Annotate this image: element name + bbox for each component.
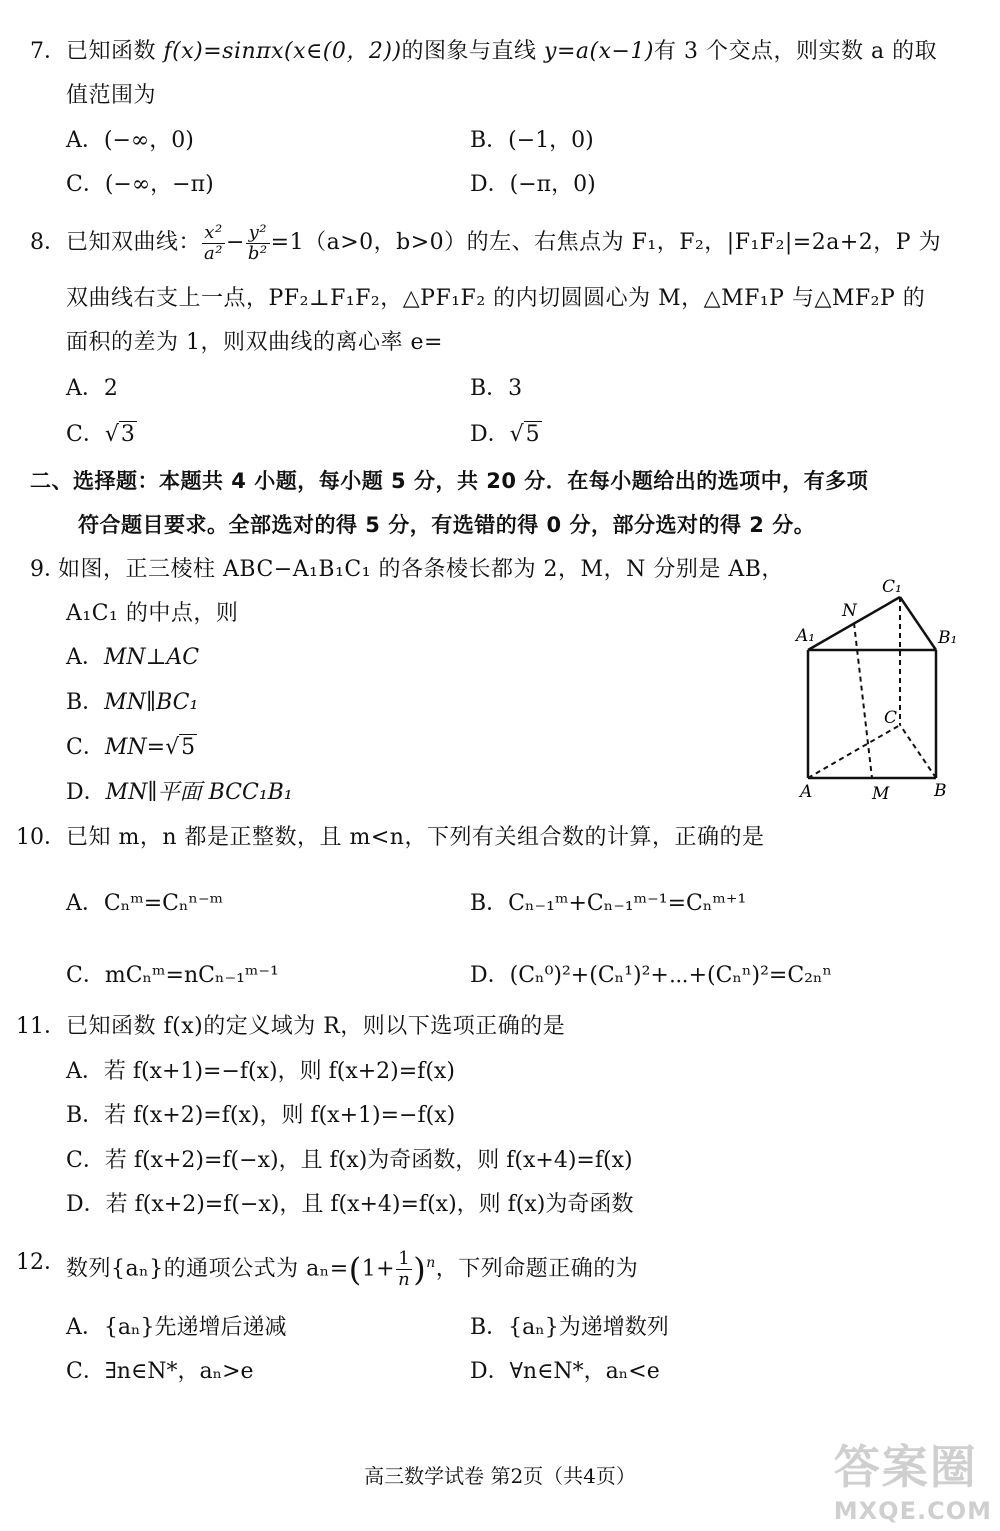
q12-number: 12． xyxy=(16,1250,66,1275)
q12-stem: 数列{aₙ}的通项公式为 aₙ=(1+ $\frac{1}{n}$ )$^n$，下列命题正确的为 xyxy=(66,1247,639,1290)
watermark-logo: 答案圈 MXQE.COM xyxy=(833,1440,992,1525)
sqrt-sign: √5 xyxy=(509,422,540,447)
q9-stem-line2: A₁C₁ 的中点，则 xyxy=(66,601,239,626)
q12-option-d[interactable]: D．∀n∈N*，aₙ<e xyxy=(470,1359,660,1384)
label-m: M xyxy=(872,784,890,804)
label-c1: C₁ xyxy=(882,577,902,597)
q11-option-c[interactable]: C．若 f(x+2)=f(−x)，且 f(x)为奇函数，则 f(x+4)=f(x) xyxy=(66,1148,633,1173)
q8-fraction-x: $\frac{\text{x²}}{\text{a²}}$ xyxy=(204,221,223,264)
q9-option-a[interactable]: A．MN⊥AC xyxy=(66,645,200,670)
label-b: B xyxy=(934,781,947,801)
sqrt-sign: √5 xyxy=(165,735,196,760)
q9-option-b[interactable]: B．MN∥BC₁ xyxy=(66,690,199,715)
q9-number: 9． xyxy=(30,557,66,582)
q7-number: 7． xyxy=(30,39,66,64)
edge-b-c xyxy=(900,725,936,778)
q12-fraction: $\frac{1}{n}$ xyxy=(398,1247,411,1290)
q11-stem: 已知函数 f(x)的定义域为 R，则以下选项正确的是 xyxy=(66,1014,566,1039)
label-a1: A₁ xyxy=(796,626,816,646)
q11-number: 11． xyxy=(16,1014,66,1039)
sqrt-sign: √3 xyxy=(104,422,135,447)
q8-option-a[interactable]: A．2 xyxy=(66,376,118,401)
q12-option-b[interactable]: B．{aₙ}为递增数列 xyxy=(470,1315,669,1340)
q10-option-d[interactable]: D．(Cₙ⁰)²+(Cₙ¹)²+⋯+(Cₙⁿ)²=C₂ₙⁿ xyxy=(470,963,833,988)
q10-option-a[interactable]: A．Cₙᵐ=Cₙⁿ⁻ᵐ xyxy=(66,891,224,916)
label-a: A xyxy=(800,782,813,802)
section2-heading-line2: 符合题目要求。全部选对的得 5 分，有选错的得 0 分，部分选对的得 2 分。 xyxy=(78,513,816,537)
q8-option-b[interactable]: B．3 xyxy=(470,376,523,401)
segment-mn xyxy=(854,623,872,778)
edge-a-c xyxy=(808,725,900,778)
q7-option-a[interactable]: A．(−∞，0) xyxy=(66,128,194,153)
q9-option-c[interactable]: C．MN=√5 xyxy=(66,733,197,763)
q7-option-c[interactable]: C．(−∞，−π) xyxy=(66,172,214,197)
q7-stem-line2: 值范围为 xyxy=(66,83,157,108)
label-b1: B₁ xyxy=(938,628,958,648)
prism-figure xyxy=(790,575,990,805)
q8-option-c[interactable]: C．√3 xyxy=(66,420,137,450)
section2-heading-line1: 二、选择题：本题共 4 小题，每小题 5 分，共 20 分．在每小题给出的选项中，有多项 xyxy=(30,469,869,493)
q11-option-b[interactable]: B．若 f(x+2)=f(x)，则 f(x+1)=−f(x) xyxy=(66,1103,456,1128)
q11-option-a[interactable]: A．若 f(x+1)=−f(x)，则 f(x+2)=f(x) xyxy=(66,1059,455,1084)
label-c: C xyxy=(884,708,898,728)
q9-option-d[interactable]: D．MN∥平面 BCC₁B₁ xyxy=(66,780,293,805)
q8-number: 8． xyxy=(30,230,66,255)
q12-option-a[interactable]: A．{aₙ}先递增后递减 xyxy=(66,1315,287,1340)
q10-number: 10． xyxy=(16,825,66,850)
q8-stem-line2: 双曲线右支上一点，PF₂⊥F₁F₂，△PF₁F₂ 的内切圆圆心为 M，△MF₁P 与△MF₂P 的 xyxy=(66,286,926,311)
q7-option-d[interactable]: D．(−π，0) xyxy=(470,172,596,197)
q12-option-c[interactable]: C．∃n∈N*，aₙ>e xyxy=(66,1359,254,1384)
q8-option-d[interactable]: D．√5 xyxy=(470,420,542,450)
q8-stem-line1: 已知双曲线： $\frac{\text{x²}}{\text{a²}}$ − $\frac{\text{y²}}{\text{b²}}$ =1（a>0，b>0）的左、右焦点为 F₁，F₂，|F₁F₂|=2a+2，P 为 xyxy=(66,221,942,264)
q9-stem-line1: 如图，正三棱柱 ABC−A₁B₁C₁ 的各条棱长都为 2，M，N 分别是 AB， xyxy=(58,557,784,582)
q8-fraction-y: $\frac{\text{y²}}{\text{b²}}$ xyxy=(247,221,268,264)
q10-option-b[interactable]: B．Cₙ₋₁ᵐ+Cₙ₋₁ᵐ⁻¹=Cₙᵐ⁺¹ xyxy=(470,891,747,916)
label-n: N xyxy=(842,601,857,621)
q10-option-c[interactable]: C．mCₙᵐ=nCₙ₋₁ᵐ⁻¹ xyxy=(66,963,279,988)
q11-option-d[interactable]: D．若 f(x+2)=f(−x)，且 f(x+4)=f(x)，则 f(x)为奇函数 xyxy=(66,1192,634,1217)
q10-stem: 已知 m，n 都是正整数，且 m<n，下列有关组合数的计算，正确的是 xyxy=(66,825,765,850)
edge-b1-c1 xyxy=(900,597,936,650)
q7-stem-line1: 已知函数 f(x)=sinπx(x∈(0，2))的图象与直线 y=a(x−1)有 3 个交点，则实数 a 的取 xyxy=(66,39,938,64)
q7-option-b[interactable]: B．(−1，0) xyxy=(470,128,594,153)
q8-stem-line3: 面积的差为 1，则双曲线的离心率 e= xyxy=(66,330,443,355)
page-footer: 高三数学试卷 第2页（共4页） xyxy=(364,1464,636,1488)
